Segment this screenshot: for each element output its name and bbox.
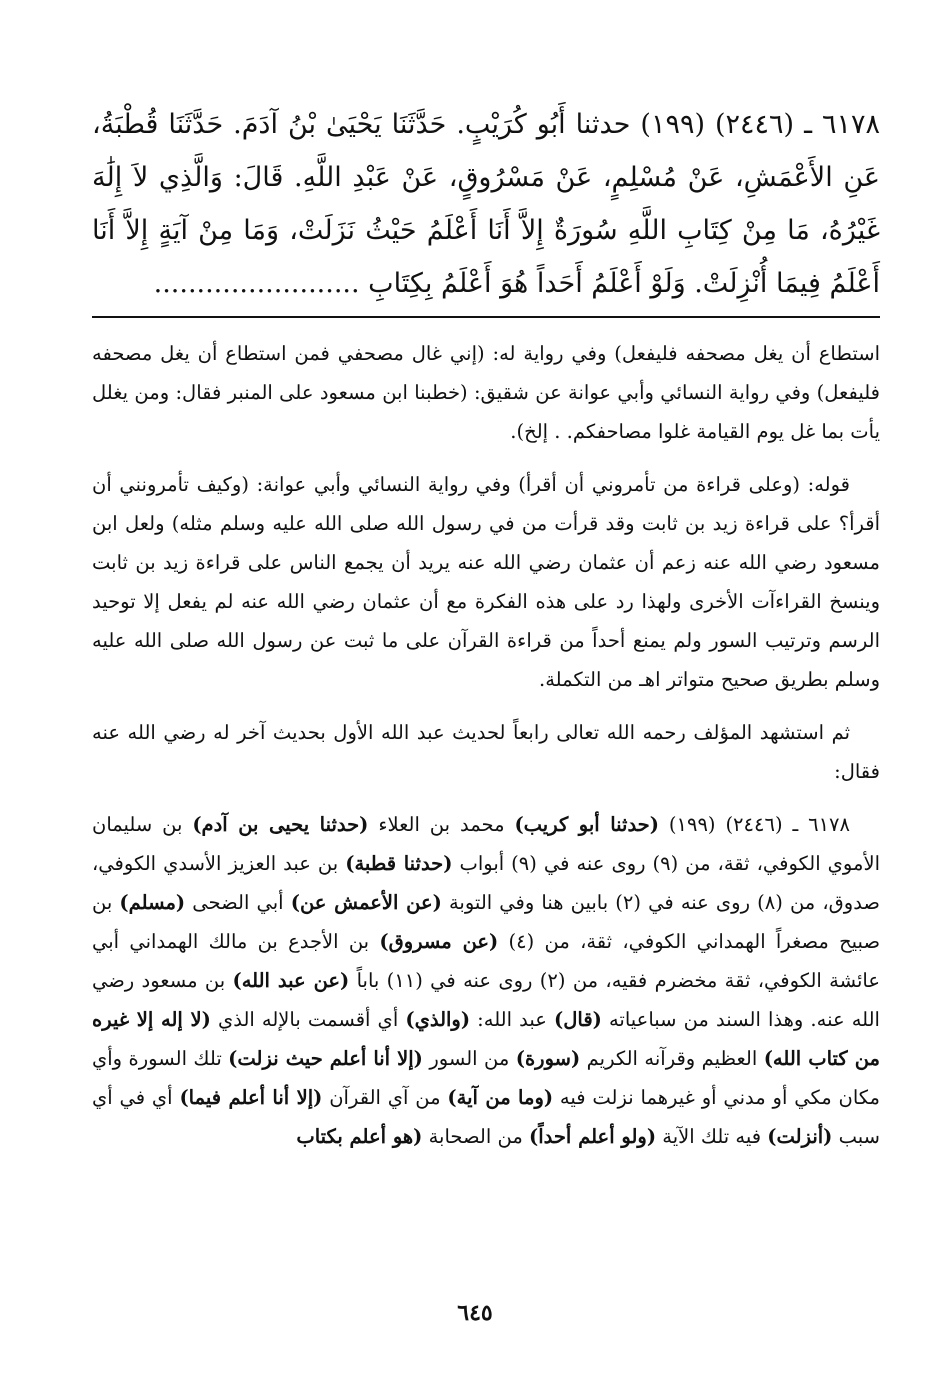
hadith-text: ٦١٧٨ ـ (٢٤٤٦) (١٩٩) حدثنا أَبُو كُرَيْبٍ. حَدَّثَنَا يَحْيَىٰ بْنُ آدَمَ. حَدَّثَنَا قُطْبَةُ، عَنِ الأَعْمَشِ، عَنْ مُسْلِمٍ، عَنْ مَسْرُوقٍ، عَنْ عَبْدِ اللَّهِ. قَالَ: وَالَّذِي لاَ إِلَٰهَ غَيْرُهُ، مَا مِنْ كِتَابِ اللَّهِ سُورَةٌ إِلاَّ أَنَا أَعْلَمُ حَيْثُ نَزَلَتْ، وَمَا مِنْ آيَةٍ إِلاَّ أَنَا أَعْلَمُ فِيمَا أُنْزِلَتْ. وَلَوْ أَعْلَمُ أَحَداً هُوَ أَعْلَمُ بِكِتَابِ ........................ — [92, 109, 880, 299]
quoted-matn: (إلا أنا أعلم حيث نزلت) — [228, 1047, 423, 1070]
isnad-text: عبد الله: — [470, 1008, 554, 1031]
isnad-text: بن صبيح مصغراً الهمداني الكوفي، ثقة، من (٤) — [92, 891, 881, 953]
isnad-text: العظيم وقرآنه الكريم — [580, 1047, 764, 1070]
quoted-matn: (سورة) — [515, 1047, 581, 1070]
isnad-text: بن مسعود رضي الله عنه. وهذا السند من سباعياته — [92, 969, 880, 1031]
quoted-matn: (عن عبد الله) — [232, 969, 350, 992]
quoted-matn: (أنزلت) — [767, 1125, 833, 1148]
isnad-text: بن سليمان الأموي الكوفي، ثقة، من (٩) روى عنه في (٩) أبواب — [92, 813, 880, 875]
quoted-matn: (وما من آية) — [447, 1086, 554, 1109]
commentary-paragraph-3: ثم استشهد المؤلف رحمه الله تعالى رابعاً لحديث عبد الله الأول بحديث آخر له رضي الله عنه فقال: — [92, 721, 880, 783]
quoted-matn: (ولو أعلم أحداً) — [528, 1125, 657, 1148]
isnad-text: ٦١٧٨ ـ (٢٤٤٦) (١٩٩) — [658, 813, 850, 836]
commentary-block — [92, 334, 880, 1156]
quoted-matn: (مسلم) — [119, 891, 186, 914]
quoted-matn: (إلا أنا أعلم فيما) — [179, 1086, 323, 1109]
hadith-text-block — [92, 98, 880, 310]
quoted-matn: (عن مسروق) — [379, 930, 499, 953]
isnad-text: فيه تلك الآية — [656, 1125, 768, 1148]
quoted-matn: (حدثنا أبو كريب) — [514, 813, 659, 836]
commentary-paragraph-2: قوله: (وعلى قراءة من تأمروني أن أقرأ) وفي رواية النسائي وأبي عوانة: (وكيف تأمرونني أن أقرأ؟ على قراءة زيد بن ثابت وقد قرأت من في رسول الله صلى الله عليه وسلم مثله) ولعل ابن مسعود رضي الله عنه زعم أن عثمان رضي الله عنه يريد أن يجمع الناس على قراءة زيد بن ثابت وينسخ القراءآت الأخرى ولهذا رد على هذه الفكرة مع أن عثمان رضي الله عنه لم يفعل إلا توحيد الرسم وترتيب السور ولم يمنع أحداً من قراءة القرآن على ما ثبت عن رسول الله صلى الله عليه وسلم بطريق صحيح متواتر اهـ من التكملة. — [92, 473, 880, 691]
footnote-divider — [92, 316, 880, 318]
quoted-matn: (هو أعلم بكتاب — [296, 1125, 423, 1148]
commentary-paragraph-4 — [92, 805, 880, 1156]
quoted-matn: (والذي) — [405, 1008, 471, 1031]
page-number: ٦٤٥ — [457, 1300, 493, 1326]
quoted-matn: (لا إله إلا غيره من كتاب الله) — [92, 1008, 880, 1070]
quoted-matn: (قال) — [553, 1008, 602, 1031]
isnad-text: من السور — [422, 1047, 516, 1070]
isnad-text: محمد بن العلاء — [368, 813, 515, 836]
isnad-text: بن عبد العزيز الأسدي الكوفي، صدوق، من (٨) روى عنه في (٢) بابين هنا وفي التوبة — [92, 852, 880, 914]
quoted-matn: (حدثنا يحيى بن آدم) — [192, 813, 369, 836]
isnad-text: أبي الضحى — [185, 891, 291, 914]
isnad-text: أي أقسمت بالإله الذي — [210, 1008, 406, 1031]
quoted-matn: (عن الأعمش عن) — [290, 891, 442, 914]
isnad-text: من آي القرآن — [322, 1086, 448, 1109]
isnad-text: من الصحابة — [422, 1125, 529, 1148]
commentary-paragraph-1: استطاع أن يغل مصحفه فليفعل) وفي رواية له: (إني غال مصحفي فمن استطاع أن يغل مصحفه فليفعل) وفي رواية النسائي وأبي عوانة عن شقيق: (خطبنا ابن مسعود على المنبر فقال: ومن يغلل يأت بما غل يوم القيامة غلوا مصاحفكم. . إلخ). — [92, 342, 880, 443]
isnad-text: تلك السورة وأي مكان مكي أو مدني أو غيرهما نزلت فيه — [92, 1047, 880, 1109]
quoted-matn: (حدثنا قطبة) — [345, 852, 453, 875]
isnad-text: بن الأجدع بن مالك الهمداني أبي عائشة الكوفي، ثقة مخضرم فقيه، من (٢) روى عنه في (١١) باباً — [92, 930, 880, 992]
isnad-text: أي في أي سبب — [92, 1086, 880, 1148]
